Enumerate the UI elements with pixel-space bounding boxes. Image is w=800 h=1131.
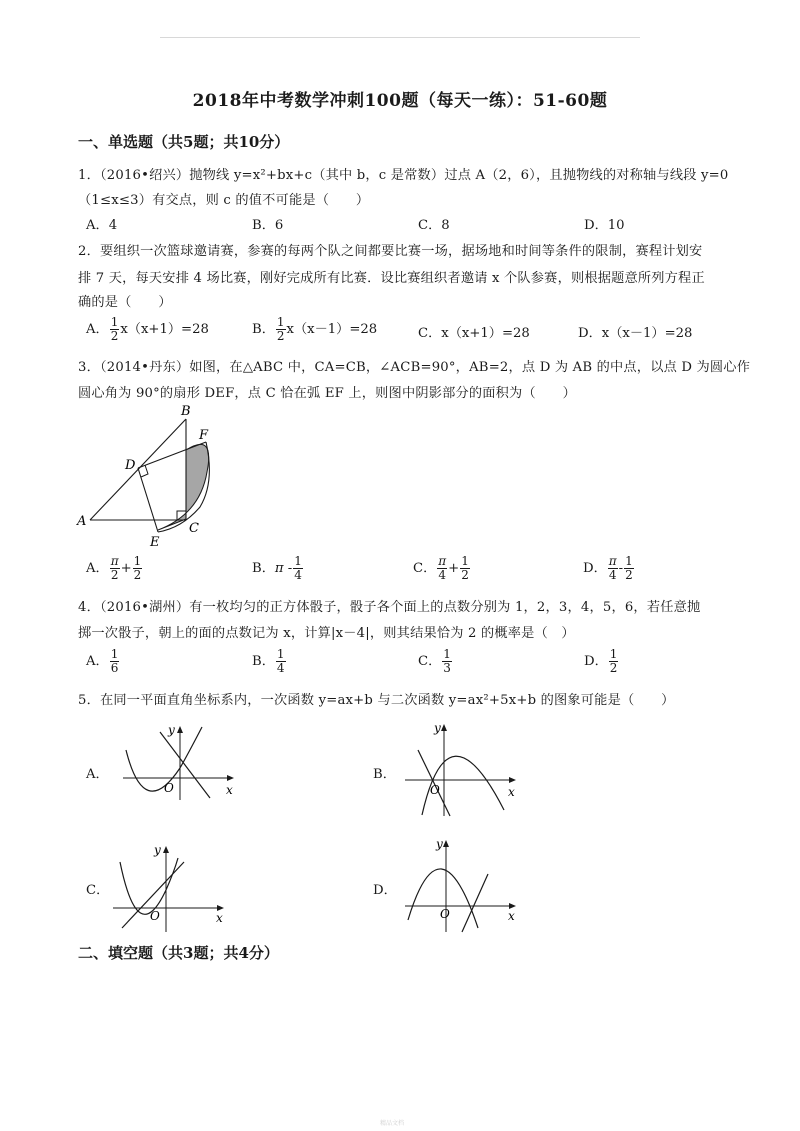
- x-label: x: [226, 783, 233, 797]
- fraction: $\frac{1}{6}$: [110, 647, 119, 675]
- fraction: $\frac{1}{4}$: [294, 554, 302, 582]
- fraction: $\frac{1}{3}$: [443, 647, 451, 675]
- fraction: $\frac{1}{2}$: [276, 315, 285, 343]
- fraction: $\frac{1}{2}$: [133, 554, 142, 582]
- label-f: F: [199, 428, 209, 443]
- page-title: 2018年中考数学冲刺100题（每天一练）：51-60题: [192, 91, 608, 111]
- y-label: y: [436, 837, 443, 851]
- q3-option-b[interactable]: B．π - $\frac{1}{4}$: [252, 554, 302, 582]
- q3-text-line2: 圆心角为 90°的扇形 DEF，点 C 恰在弧 EF 上，则图中阴影部分的面积为（ ）: [78, 386, 576, 401]
- q2-text-line3: 确的是（ ）: [78, 295, 172, 310]
- q1-option-c[interactable]: C．8: [418, 218, 450, 233]
- x-label: x: [216, 911, 223, 925]
- y-axis-arrow: [443, 840, 449, 847]
- q5-option-c-label[interactable]: C．: [86, 883, 110, 898]
- label-e: E: [150, 535, 160, 550]
- x-axis-arrow: [227, 775, 234, 781]
- y-axis-arrow: [177, 726, 183, 733]
- y-label: y: [154, 843, 161, 857]
- q5-graph-c[interactable]: [108, 840, 233, 935]
- q1-text-line1: 1．（2016•绍兴）抛物线 y=x²+bx+c（其中 b，c 是常数）过点 A（2，6），且抛物线的对称轴与线段 y=0: [78, 168, 729, 183]
- q2-option-c[interactable]: C．x（x+1）=28: [418, 326, 530, 341]
- section-heading-fill-in: 二、填空题（共3题；共4分）: [78, 944, 279, 962]
- fraction: $\frac{\pi}{2}$: [110, 554, 119, 582]
- q1-text-line2: （1≤x≤3）有交点，则 c 的值不可能是（ ）: [78, 193, 370, 208]
- q4-option-c[interactable]: C． $\frac{1}{3}$: [418, 647, 451, 675]
- fraction: $\frac{1}{4}$: [276, 647, 285, 675]
- fraction: $\frac{\pi}{4}$: [438, 554, 447, 582]
- fraction: $\frac{1}{2}$: [609, 647, 618, 675]
- q2-option-d[interactable]: D．x（x－1）=28: [578, 326, 693, 341]
- x-axis-arrow: [509, 777, 516, 783]
- x-label: x: [508, 785, 515, 799]
- y-label: y: [434, 721, 441, 735]
- q5-option-d-label[interactable]: D．: [373, 883, 397, 898]
- origin-label: O: [430, 783, 440, 797]
- y-axis-arrow: [441, 724, 447, 731]
- q5-graph-d[interactable]: [400, 836, 525, 934]
- q2-text-line1: 2．要组织一次篮球邀请赛，参赛的每两个队之间都要比赛一场，据场地和时间等条件的限制，赛程计划安: [78, 244, 703, 259]
- section-heading-multiple-choice: 一、单选题（共5题；共10分）: [78, 133, 290, 151]
- q3-option-d[interactable]: D． $\frac{\pi}{4}$ - $\frac{1}{2}$: [583, 554, 633, 582]
- x-label: x: [508, 909, 515, 923]
- q5-graph-a[interactable]: [118, 722, 238, 802]
- label-d: D: [125, 458, 136, 473]
- origin-label: O: [164, 781, 174, 795]
- q5-graph-b[interactable]: [400, 720, 520, 820]
- q4-option-d[interactable]: D． $\frac{1}{2}$: [584, 647, 618, 675]
- label-b: B: [181, 404, 191, 419]
- q1-option-a[interactable]: A．4: [86, 218, 118, 233]
- q4-text-line2: 掷一次骰子，朝上的面的点数记为 x，计算|x－4|，则其结果恰为 2 的概率是（ ）: [78, 626, 575, 641]
- footer-watermark: 精品文档: [380, 1120, 405, 1127]
- q4-option-b[interactable]: B． $\frac{1}{4}$: [252, 647, 285, 675]
- q3-sector-figure: [70, 402, 230, 552]
- q3-option-c[interactable]: C． $\frac{\pi}{4}$ + $\frac{1}{2}$: [413, 554, 469, 582]
- q1-option-b[interactable]: B．6: [252, 218, 284, 233]
- straight-line: [462, 874, 488, 932]
- fraction: $\frac{\pi}{4}$: [608, 554, 617, 582]
- y-label: y: [168, 723, 175, 737]
- origin-label: O: [150, 909, 160, 923]
- fraction: $\frac{1}{2}$: [461, 554, 469, 582]
- q2-option-a[interactable]: A． $\frac{1}{2}$ x（x+1）=28: [86, 315, 209, 343]
- origin-label: O: [440, 907, 450, 921]
- header-rule: [160, 37, 640, 38]
- q4-text-line1: 4．（2016•湖州）有一枚均匀的正方体骰子，骰子各个面上的点数分别为 1，2，3，4，5，6，若任意抛: [78, 600, 701, 615]
- q4-option-a[interactable]: A． $\frac{1}{6}$: [86, 647, 119, 675]
- q5-option-b-label[interactable]: B．: [373, 767, 396, 782]
- label-c: C: [189, 521, 199, 536]
- segment-de: [138, 468, 158, 532]
- q2-text-line2: 排 7 天，每天安排 4 场比赛，刚好完成所有比赛．设比赛组织者邀请 x 个队参赛，则根据题意所列方程正: [78, 271, 705, 286]
- label-a: A: [77, 514, 87, 529]
- q3-option-a[interactable]: A． $\frac{\pi}{2}$ + $\frac{1}{2}$: [86, 554, 142, 582]
- q1-option-d[interactable]: D．10: [584, 218, 625, 233]
- q2-option-b[interactable]: B． $\frac{1}{2}$ x（x－1）=28: [252, 315, 378, 343]
- q5-text-line1: 5．在同一平面直角坐标系内，一次函数 y=ax+b 与二次函数 y=ax²+5x+b 的图象可能是（ ）: [78, 693, 675, 708]
- y-axis-arrow: [163, 846, 169, 853]
- fraction: $\frac{1}{2}$: [625, 554, 633, 582]
- fraction: $\frac{1}{2}$: [110, 315, 119, 343]
- parabola: [120, 858, 178, 914]
- q3-text-line1: 3．（2014•丹东）如图，在△ABC 中，CA=CB，∠ACB=90°，AB=2，点 D 为 AB 的中点，以点 D 为圆心作: [78, 360, 751, 375]
- q5-option-a-label[interactable]: A．: [86, 767, 109, 782]
